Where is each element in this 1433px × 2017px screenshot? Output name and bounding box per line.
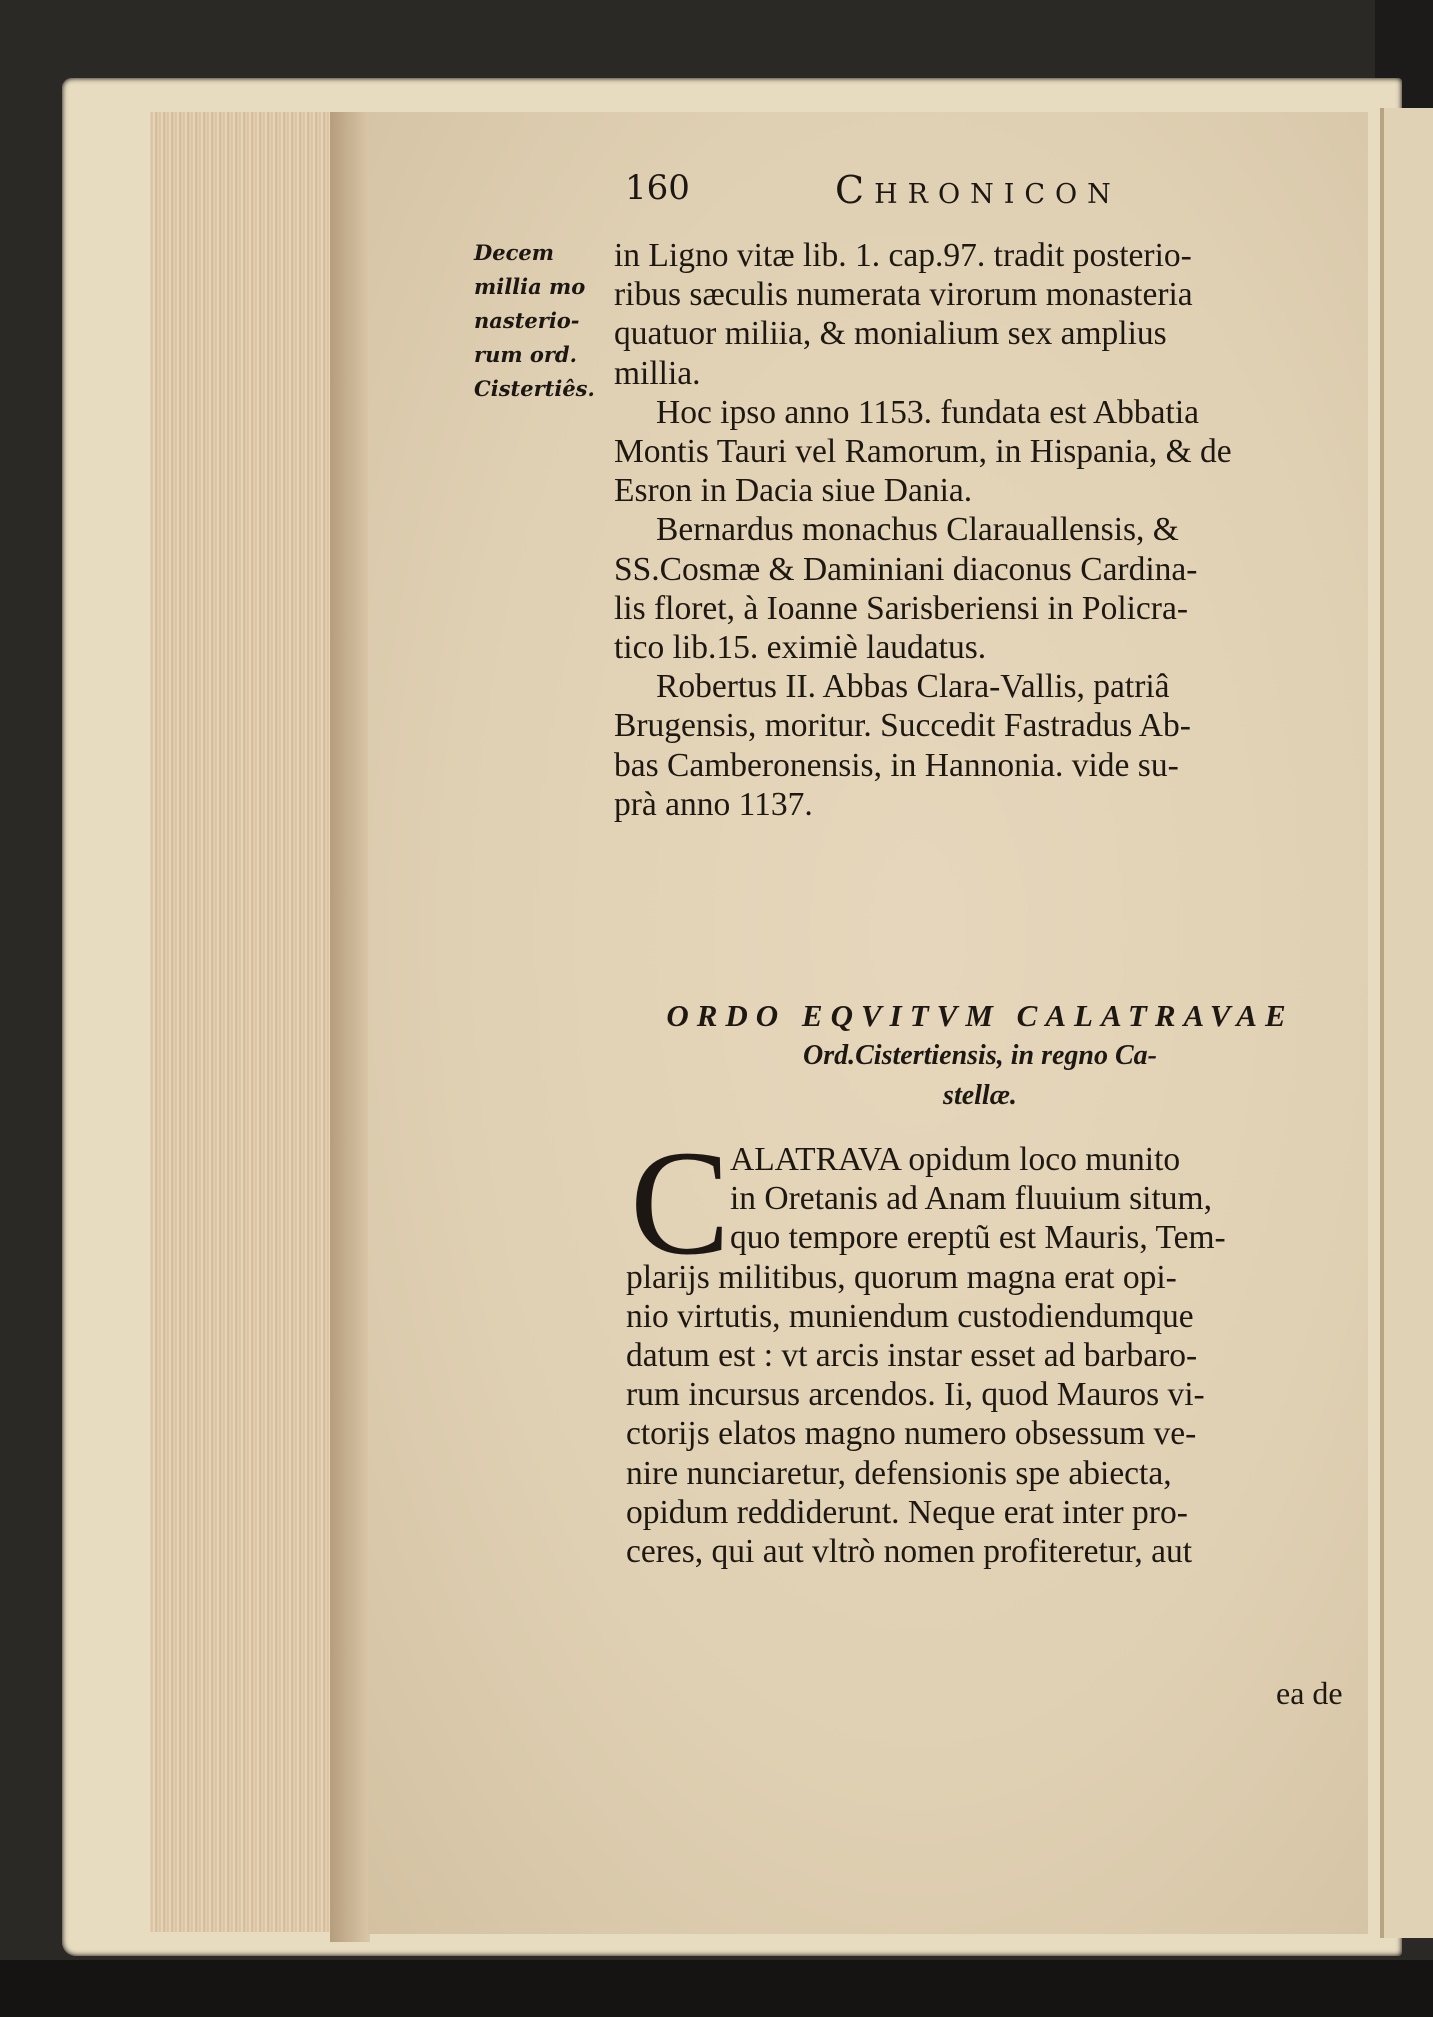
text-line: Bernardus monachus Clarauallensis, & bbox=[656, 511, 1179, 549]
margin-note bbox=[474, 236, 598, 406]
text-line: quatuor miliia, & monialium sex amplius bbox=[614, 315, 1167, 353]
running-title: Chronicon bbox=[835, 168, 1121, 212]
body-text-block-2 bbox=[626, 1140, 1348, 1571]
page-header bbox=[625, 168, 1165, 220]
text-line: plarijs militibus, quorum magna erat opi- bbox=[626, 1258, 1177, 1296]
text-line: SS.Cosmæ & Daminiani diaconus Cardina- bbox=[614, 550, 1198, 588]
text-line: quo tempore ereptũ est Mauris, Tem- bbox=[730, 1219, 1226, 1257]
text-line: ribus sæculis numerata virorum monasteria bbox=[614, 276, 1193, 314]
margin-note-line: Decem bbox=[474, 240, 554, 265]
background-dark-bottom bbox=[0, 1960, 1433, 2017]
section-heading-subtitle: Ord.Cistertiensis, in regno Ca- bbox=[803, 1040, 1157, 1071]
text-line: ctorijs elatos magno numero obsessum ve- bbox=[626, 1415, 1197, 1453]
text-line: Hoc ipso anno 1153. fundata est Abbatia bbox=[656, 393, 1200, 431]
text-line: in Ligno vitæ lib. 1. cap.97. tradit posterio- bbox=[614, 237, 1192, 274]
text-line: prà anno 1137. bbox=[614, 785, 813, 823]
margin-note-line: nasterio- bbox=[474, 308, 580, 333]
text-line: Brugensis, moritur. Succedit Fastradus Ab- bbox=[614, 707, 1191, 745]
body-text-block-1 bbox=[614, 236, 1348, 824]
text-line: lis floret, à Ioanne Sarisberiensi in Policra- bbox=[614, 589, 1188, 627]
text-line: nio virtutis, muniendum custodiendumque bbox=[626, 1297, 1194, 1335]
text-line: opidum reddiderunt. Neque erat inter pro- bbox=[626, 1493, 1188, 1531]
margin-note-line: Cistertiês. bbox=[474, 376, 595, 401]
section-heading bbox=[610, 996, 1350, 1116]
gutter-shadow bbox=[330, 112, 370, 1942]
text-line: in Oretanis ad Anam fluuium situm, bbox=[730, 1180, 1212, 1218]
text-line: millia. bbox=[614, 354, 701, 392]
facing-page-edge bbox=[1380, 108, 1433, 1938]
text-line: rum incursus arcendos. Ii, quod Mauros vi- bbox=[626, 1376, 1205, 1414]
text-line: datum est : vt arcis instar esset ad barbaro- bbox=[626, 1337, 1198, 1375]
text-line: ceres, qui aut vltrò nomen profiteretur, aut bbox=[626, 1533, 1193, 1571]
drop-cap-initial: C bbox=[630, 1120, 731, 1286]
section-heading-title: ORDO EQVITVM CALATRAVAE bbox=[666, 998, 1294, 1033]
text-line: nire nunciaretur, defensionis spe abiecta, bbox=[626, 1454, 1172, 1492]
text-line: Montis Tauri vel Ramorum, in Hispania, & de bbox=[614, 433, 1232, 471]
margin-note-line: millia mo bbox=[474, 274, 586, 299]
text-line: tico lib.15. eximiè laudatus. bbox=[614, 629, 987, 667]
page-number: 160 bbox=[625, 168, 690, 208]
text-line: ALATRAVA opidum loco munito bbox=[730, 1141, 1181, 1178]
text-line: Esron in Dacia siue Dania. bbox=[614, 472, 973, 510]
catchword: ea de bbox=[1276, 1675, 1343, 1711]
section-heading-subtitle-end: stellæ. bbox=[943, 1080, 1017, 1111]
text-line: bas Camberonensis, in Hannonia. vide su- bbox=[614, 746, 1179, 784]
margin-note-line: rum ord. bbox=[474, 342, 577, 367]
text-line: Robertus II. Abbas Clara-Vallis, patriâ bbox=[656, 668, 1170, 706]
